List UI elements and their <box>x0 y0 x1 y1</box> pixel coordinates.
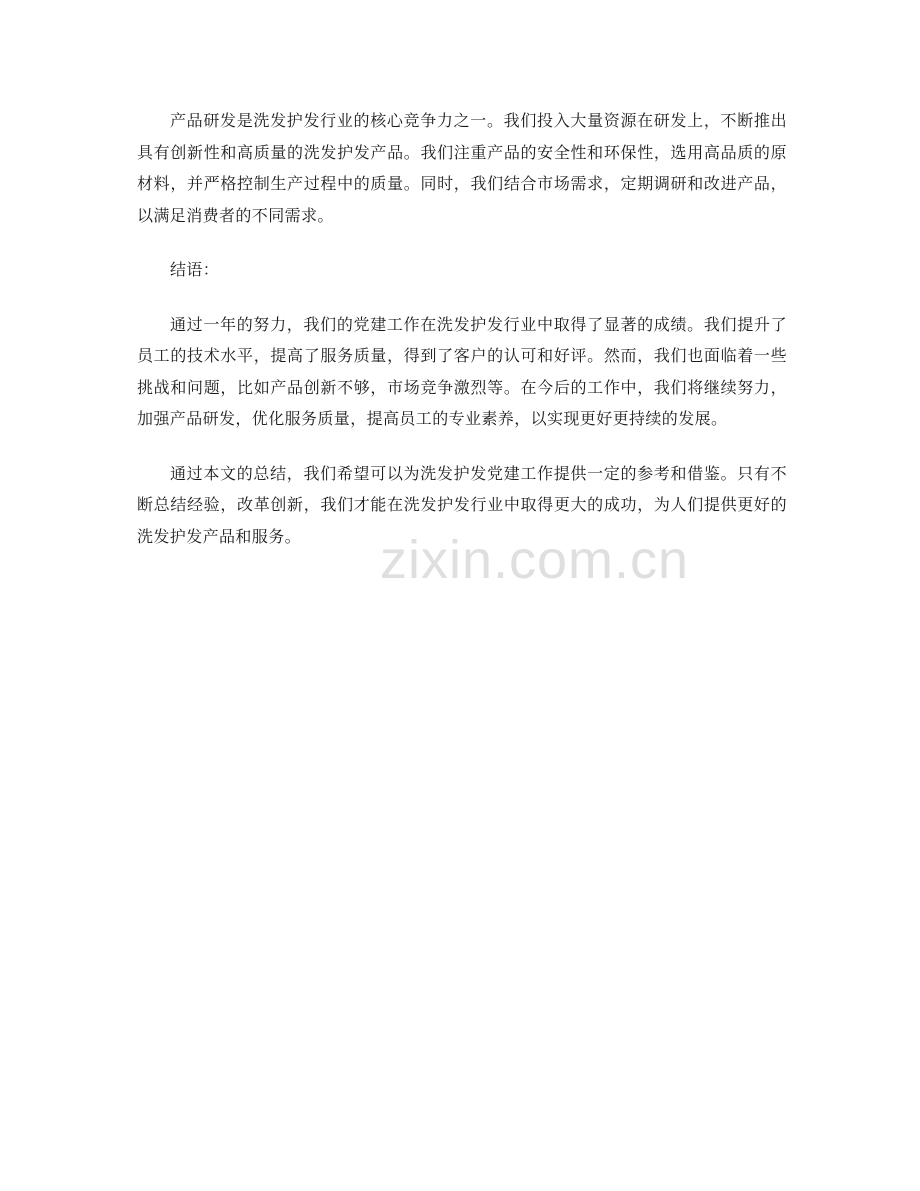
paragraph-conclusion-summary: 通过一年的努力，我们的党建工作在洗发护发行业中取得了显著的成绩。我们提升了员工的技术水平，提高了服务质量，得到了客户的认可和好评。然而，我们也面临着一些挑战和问题，比如产品创新不够，市场竞争激烈等。在今后的工作中，我们将继续努力，加强产品研发，优化服务质量，提高员工的专业素养，以实现更好更持续的发展。 <box>137 314 787 428</box>
conclusion-heading: 结语： <box>170 260 220 279</box>
paragraph-product-rd: 产品研发是洗发护发行业的核心竞争力之一。我们投入大量资源在研发上，不断推出具有创新性和高质量的洗发护发产品。我们注重产品的安全性和环保性，选用高品质的原材料，并严格控制生产过程中的质量。同时，我们结合市场需求，定期调研和改进产品，以满足消费者的不同需求。 <box>137 111 787 225</box>
watermark: zixin.com.cn <box>380 530 690 590</box>
paragraph-closing: 通过本文的总结，我们希望可以为洗发护发党建工作提供一定的参考和借鉴。只有不断总结经验，改革创新，我们才能在洗发护发行业中取得更大的成功，为人们提供更好的洗发护发产品和服务。 <box>137 463 787 546</box>
document-body <box>137 105 787 575</box>
